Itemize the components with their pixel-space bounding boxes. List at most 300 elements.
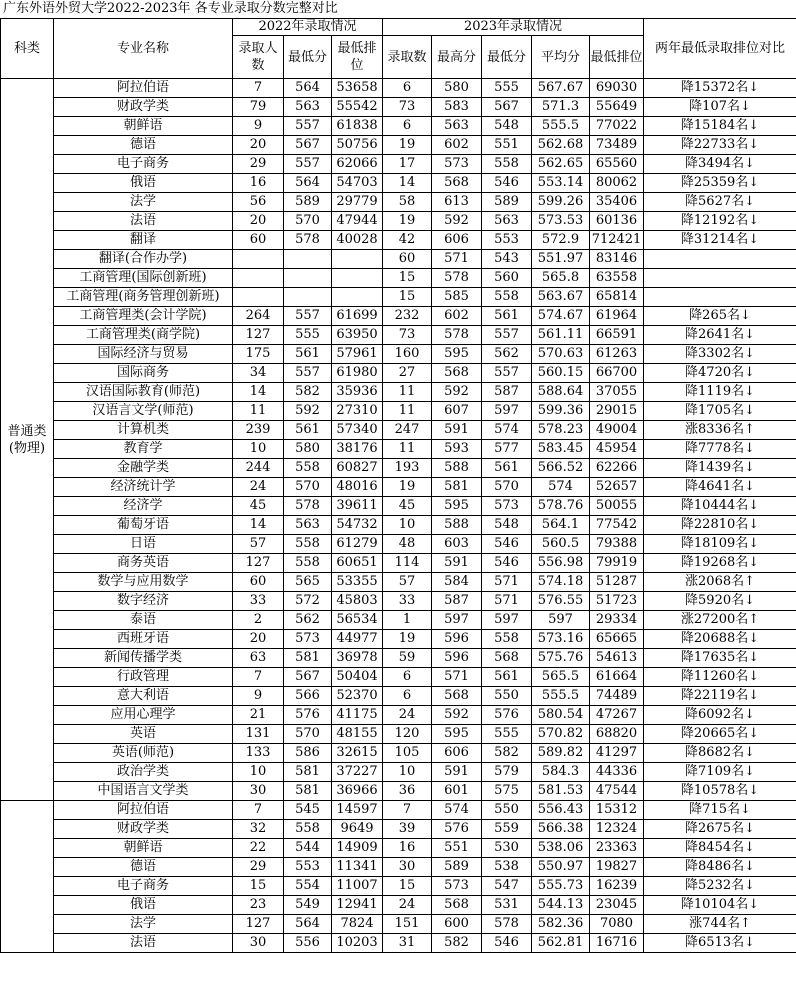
min-score-2022-cell: 586 xyxy=(284,744,332,763)
rank-change-cell: 降31214名↓ xyxy=(644,231,796,250)
min-score-2022-cell: 555 xyxy=(284,326,332,345)
min-score-2022-cell: 573 xyxy=(284,630,332,649)
max-score-2023-cell: 574 xyxy=(432,801,482,820)
min-score-2023-cell: 557 xyxy=(482,326,532,345)
rank-change-cell: 降1119名↓ xyxy=(644,383,796,402)
min-score-2023-cell: 558 xyxy=(482,288,532,307)
min-score-2022-cell: 567 xyxy=(284,136,332,155)
count-2022-cell: 20 xyxy=(233,136,284,155)
count-2023-cell: 1 xyxy=(383,611,432,630)
min-score-2023-cell: 571 xyxy=(482,573,532,592)
min-score-2022-cell: 561 xyxy=(284,421,332,440)
table-row xyxy=(1,896,796,915)
count-2023-cell: 33 xyxy=(383,592,432,611)
min-rank-2022-cell: 38176 xyxy=(332,440,383,459)
count-2022-cell: 264 xyxy=(233,307,284,326)
min-score-2023-cell: 568 xyxy=(482,649,532,668)
max-score-2023-cell: 583 xyxy=(432,98,482,117)
avg-score-2023-cell: 544.13 xyxy=(532,896,590,915)
max-score-2023-cell: 568 xyxy=(432,174,482,193)
count-2023-cell: 11 xyxy=(383,383,432,402)
min-rank-2023-cell: 35406 xyxy=(590,193,644,212)
min-score-2022-cell: 558 xyxy=(284,554,332,573)
min-rank-2023-cell: 19827 xyxy=(590,858,644,877)
min-score-2022-cell: 570 xyxy=(284,725,332,744)
avg-score-2023-cell: 556.43 xyxy=(532,801,590,820)
min-score-2023-cell: 561 xyxy=(482,459,532,478)
min-rank-2023-cell: 55649 xyxy=(590,98,644,117)
major-cell: 财政学类 xyxy=(54,820,233,839)
max-score-2023-cell: 596 xyxy=(432,649,482,668)
count-2023-cell: 19 xyxy=(383,478,432,497)
min-score-2023-cell: 577 xyxy=(482,440,532,459)
count-2023-cell: 19 xyxy=(383,136,432,155)
rank-change-cell: 降20688名↓ xyxy=(644,630,796,649)
count-2022-cell: 10 xyxy=(233,440,284,459)
count-2023-cell: 11 xyxy=(383,440,432,459)
table-row xyxy=(1,573,796,592)
min-score-2022-cell: 580 xyxy=(284,440,332,459)
min-rank-2022-cell xyxy=(332,269,383,288)
major-cell: 翻译 xyxy=(54,231,233,250)
min-score-2023-cell: 576 xyxy=(482,706,532,725)
min-rank-2022-cell: 47944 xyxy=(332,212,383,231)
major-cell: 应用心理学 xyxy=(54,706,233,725)
table-row xyxy=(1,801,796,820)
table-row xyxy=(1,174,796,193)
min-score-2022-cell: 564 xyxy=(284,174,332,193)
count-2022-cell: 24 xyxy=(233,478,284,497)
count-2022-cell: 32 xyxy=(233,820,284,839)
major-cell: 德语 xyxy=(54,858,233,877)
count-2022-cell: 15 xyxy=(233,877,284,896)
rank-change-cell: 降22810名↓ xyxy=(644,516,796,535)
max-score-2023-cell: 584 xyxy=(432,573,482,592)
max-score-2023-cell: 582 xyxy=(432,934,482,953)
avg-score-2023-cell: 566.38 xyxy=(532,820,590,839)
min-rank-2022-cell: 37227 xyxy=(332,763,383,782)
table-row xyxy=(1,193,796,212)
rank-change-cell: 降107名↓ xyxy=(644,98,796,117)
header-compare: 两年最低录取排位对比 xyxy=(644,19,796,79)
count-2023-cell: 160 xyxy=(383,345,432,364)
rank-change-cell: 降17635名↓ xyxy=(644,649,796,668)
min-score-2022-cell: 581 xyxy=(284,649,332,668)
max-score-2023-cell: 596 xyxy=(432,630,482,649)
rank-change-cell: 降15372名↓ xyxy=(644,79,796,98)
major-cell: 行政管理 xyxy=(54,668,233,687)
rank-change-cell xyxy=(644,269,796,288)
min-score-2023-cell: 573 xyxy=(482,497,532,516)
min-rank-2023-cell: 16239 xyxy=(590,877,644,896)
min-score-2022-cell: 564 xyxy=(284,915,332,934)
count-2023-cell: 10 xyxy=(383,516,432,535)
header-2023-count: 录取数 xyxy=(383,36,432,79)
avg-score-2023-cell: 550.97 xyxy=(532,858,590,877)
count-2022-cell: 7 xyxy=(233,801,284,820)
min-score-2022-cell: 592 xyxy=(284,402,332,421)
table-row xyxy=(1,288,796,307)
min-rank-2023-cell: 23045 xyxy=(590,896,644,915)
table-row xyxy=(1,554,796,573)
min-rank-2023-cell: 41297 xyxy=(590,744,644,763)
table-row xyxy=(1,440,796,459)
major-cell: 阿拉伯语 xyxy=(54,79,233,98)
min-rank-2023-cell: 47544 xyxy=(590,782,644,801)
major-cell: 数字经济 xyxy=(54,592,233,611)
min-rank-2023-cell: 54613 xyxy=(590,649,644,668)
table-row xyxy=(1,858,796,877)
min-rank-2022-cell: 39611 xyxy=(332,497,383,516)
table-row xyxy=(1,839,796,858)
avg-score-2023-cell: 574 xyxy=(532,478,590,497)
page-title: 广东外语外贸大学2022-2023年 各专业录取分数完整对比 xyxy=(3,1,338,16)
table-row xyxy=(1,706,796,725)
max-score-2023-cell: 563 xyxy=(432,117,482,136)
count-2022-cell: 127 xyxy=(233,554,284,573)
avg-score-2023-cell: 578.23 xyxy=(532,421,590,440)
min-score-2023-cell: 597 xyxy=(482,611,532,630)
max-score-2023-cell: 601 xyxy=(432,782,482,801)
min-score-2022-cell: 578 xyxy=(284,497,332,516)
min-rank-2022-cell: 55542 xyxy=(332,98,383,117)
count-2023-cell: 58 xyxy=(383,193,432,212)
avg-score-2023-cell: 573.53 xyxy=(532,212,590,231)
max-score-2023-cell: 578 xyxy=(432,326,482,345)
major-cell: 工商管理类(会计学院) xyxy=(54,307,233,326)
count-2022-cell: 79 xyxy=(233,98,284,117)
min-score-2022-cell: 578 xyxy=(284,231,332,250)
table-row xyxy=(1,820,796,839)
count-2023-cell: 45 xyxy=(383,497,432,516)
count-2022-cell: 23 xyxy=(233,896,284,915)
min-score-2022-cell: 557 xyxy=(284,364,332,383)
max-score-2023-cell: 595 xyxy=(432,345,482,364)
max-score-2023-cell: 589 xyxy=(432,858,482,877)
major-cell: 政治学类 xyxy=(54,763,233,782)
rank-change-cell: 降1439名↓ xyxy=(644,459,796,478)
max-score-2023-cell: 581 xyxy=(432,478,482,497)
table-row xyxy=(1,79,796,98)
min-rank-2023-cell: 45954 xyxy=(590,440,644,459)
min-score-2022-cell: 558 xyxy=(284,459,332,478)
min-score-2023-cell: 553 xyxy=(482,231,532,250)
table-row xyxy=(1,934,796,953)
count-2023-cell: 24 xyxy=(383,896,432,915)
major-cell: 工商管理(国际创新班) xyxy=(54,269,233,288)
min-score-2023-cell: 579 xyxy=(482,763,532,782)
table-row xyxy=(1,668,796,687)
min-score-2023-cell: 563 xyxy=(482,212,532,231)
avg-score-2023-cell: 555.73 xyxy=(532,877,590,896)
table-row xyxy=(1,269,796,288)
count-2023-cell: 120 xyxy=(383,725,432,744)
min-rank-2023-cell: 61664 xyxy=(590,668,644,687)
rank-change-cell: 涨8336名↑ xyxy=(644,421,796,440)
min-rank-2022-cell: 11341 xyxy=(332,858,383,877)
min-score-2023-cell: 538 xyxy=(482,858,532,877)
min-score-2023-cell: 597 xyxy=(482,402,532,421)
count-2023-cell: 48 xyxy=(383,535,432,554)
table-row xyxy=(1,611,796,630)
min-score-2023-cell: 574 xyxy=(482,421,532,440)
count-2022-cell: 127 xyxy=(233,326,284,345)
count-2022-cell xyxy=(233,250,284,269)
min-score-2022-cell: 572 xyxy=(284,592,332,611)
max-score-2023-cell: 600 xyxy=(432,915,482,934)
avg-score-2023-cell: 572.9 xyxy=(532,231,590,250)
avg-score-2023-cell: 538.06 xyxy=(532,839,590,858)
count-2022-cell: 10 xyxy=(233,763,284,782)
count-2022-cell: 29 xyxy=(233,155,284,174)
avg-score-2023-cell: 575.76 xyxy=(532,649,590,668)
table-row xyxy=(1,250,796,269)
min-score-2023-cell: 546 xyxy=(482,934,532,953)
table-row xyxy=(1,136,796,155)
major-cell: 法语 xyxy=(54,934,233,953)
avg-score-2023-cell: 555.5 xyxy=(532,687,590,706)
count-2023-cell: 73 xyxy=(383,98,432,117)
min-rank-2023-cell: 29334 xyxy=(590,611,644,630)
avg-score-2023-cell: 570.82 xyxy=(532,725,590,744)
major-cell: 电子商务 xyxy=(54,877,233,896)
count-2022-cell: 30 xyxy=(233,934,284,953)
min-rank-2022-cell: 35936 xyxy=(332,383,383,402)
min-score-2023-cell: 555 xyxy=(482,79,532,98)
min-rank-2022-cell: 41175 xyxy=(332,706,383,725)
rank-change-cell: 降2641名↓ xyxy=(644,326,796,345)
count-2022-cell xyxy=(233,288,284,307)
count-2023-cell: 14 xyxy=(383,174,432,193)
max-score-2023-cell: 591 xyxy=(432,421,482,440)
table-row xyxy=(1,763,796,782)
min-rank-2022-cell: 36978 xyxy=(332,649,383,668)
min-rank-2023-cell: 16716 xyxy=(590,934,644,953)
avg-score-2023-cell: 571.3 xyxy=(532,98,590,117)
min-score-2023-cell: 578 xyxy=(482,915,532,934)
rank-change-cell: 降10104名↓ xyxy=(644,896,796,915)
min-rank-2023-cell: 77022 xyxy=(590,117,644,136)
max-score-2023-cell: 606 xyxy=(432,231,482,250)
count-2022-cell: 14 xyxy=(233,383,284,402)
max-score-2023-cell: 578 xyxy=(432,269,482,288)
min-score-2023-cell: 560 xyxy=(482,269,532,288)
avg-score-2023-cell: 562.65 xyxy=(532,155,590,174)
avg-score-2023-cell: 574.18 xyxy=(532,573,590,592)
category-cell: 普通类(物理) xyxy=(1,79,54,801)
rank-change-cell: 降715名↓ xyxy=(644,801,796,820)
avg-score-2023-cell: 589.82 xyxy=(532,744,590,763)
min-score-2023-cell: 567 xyxy=(482,98,532,117)
min-rank-2023-cell: 7080 xyxy=(590,915,644,934)
min-score-2022-cell xyxy=(284,250,332,269)
major-cell: 国际商务 xyxy=(54,364,233,383)
count-2022-cell: 57 xyxy=(233,535,284,554)
major-cell: 教育学 xyxy=(54,440,233,459)
min-rank-2023-cell: 15312 xyxy=(590,801,644,820)
max-score-2023-cell: 571 xyxy=(432,250,482,269)
min-score-2023-cell: 558 xyxy=(482,630,532,649)
rank-change-cell: 降6513名↓ xyxy=(644,934,796,953)
min-score-2023-cell: 550 xyxy=(482,687,532,706)
table-row xyxy=(1,117,796,136)
max-score-2023-cell: 592 xyxy=(432,212,482,231)
min-rank-2022-cell: 62066 xyxy=(332,155,383,174)
header-2022-min-score: 最低分 xyxy=(284,36,332,79)
min-rank-2022-cell: 9649 xyxy=(332,820,383,839)
header-major: 专业名称 xyxy=(54,19,233,79)
count-2022-cell: 20 xyxy=(233,630,284,649)
min-rank-2022-cell: 7824 xyxy=(332,915,383,934)
major-cell: 新闻传播学类 xyxy=(54,649,233,668)
min-score-2022-cell: 557 xyxy=(284,155,332,174)
rank-change-cell: 降4641名↓ xyxy=(644,478,796,497)
table-row xyxy=(1,725,796,744)
min-score-2023-cell: 548 xyxy=(482,516,532,535)
rank-change-cell: 涨2068名↑ xyxy=(644,573,796,592)
count-2022-cell: 175 xyxy=(233,345,284,364)
min-rank-2023-cell: 29015 xyxy=(590,402,644,421)
table-row xyxy=(1,630,796,649)
min-score-2022-cell xyxy=(284,288,332,307)
max-score-2023-cell: 607 xyxy=(432,402,482,421)
major-cell: 商务英语 xyxy=(54,554,233,573)
rank-change-cell xyxy=(644,288,796,307)
table-row xyxy=(1,231,796,250)
major-cell: 德语 xyxy=(54,136,233,155)
count-2023-cell: 10 xyxy=(383,763,432,782)
min-score-2023-cell: 548 xyxy=(482,117,532,136)
min-rank-2022-cell: 11007 xyxy=(332,877,383,896)
rank-change-cell: 降7109名↓ xyxy=(644,763,796,782)
min-rank-2023-cell: 61964 xyxy=(590,307,644,326)
min-rank-2022-cell: 32615 xyxy=(332,744,383,763)
min-score-2023-cell: 543 xyxy=(482,250,532,269)
min-rank-2023-cell: 51287 xyxy=(590,573,644,592)
count-2022-cell: 2 xyxy=(233,611,284,630)
major-cell: 法语 xyxy=(54,212,233,231)
avg-score-2023-cell: 573.16 xyxy=(532,630,590,649)
min-score-2022-cell: 562 xyxy=(284,611,332,630)
min-rank-2022-cell: 53355 xyxy=(332,573,383,592)
count-2023-cell: 15 xyxy=(383,877,432,896)
count-2023-cell: 42 xyxy=(383,231,432,250)
min-score-2022-cell: 563 xyxy=(284,516,332,535)
min-rank-2022-cell: 14597 xyxy=(332,801,383,820)
count-2023-cell: 114 xyxy=(383,554,432,573)
rank-change-cell: 降6092名↓ xyxy=(644,706,796,725)
table-row xyxy=(1,212,796,231)
rank-change-cell: 降3494名↓ xyxy=(644,155,796,174)
min-rank-2022-cell: 54703 xyxy=(332,174,383,193)
min-rank-2023-cell: 68820 xyxy=(590,725,644,744)
max-score-2023-cell: 585 xyxy=(432,288,482,307)
avg-score-2023-cell: 556.98 xyxy=(532,554,590,573)
min-rank-2022-cell: 14909 xyxy=(332,839,383,858)
min-score-2022-cell: 544 xyxy=(284,839,332,858)
major-cell: 经济统计学 xyxy=(54,478,233,497)
count-2023-cell: 27 xyxy=(383,364,432,383)
min-score-2023-cell: 589 xyxy=(482,193,532,212)
max-score-2023-cell: 613 xyxy=(432,193,482,212)
count-2022-cell: 244 xyxy=(233,459,284,478)
header-2023-avg-score: 平均分 xyxy=(532,36,590,79)
max-score-2023-cell: 576 xyxy=(432,820,482,839)
avg-score-2023-cell: 553.14 xyxy=(532,174,590,193)
major-cell: 计算机类 xyxy=(54,421,233,440)
major-cell: 朝鲜语 xyxy=(54,839,233,858)
min-score-2023-cell: 547 xyxy=(482,877,532,896)
rank-change-cell: 降5920名↓ xyxy=(644,592,796,611)
major-cell: 意大利语 xyxy=(54,687,233,706)
rank-change-cell: 降10444名↓ xyxy=(644,497,796,516)
major-cell: 金融学类 xyxy=(54,459,233,478)
header-2023-min-rank: 最低排位 xyxy=(590,36,644,79)
avg-score-2023-cell: 567.67 xyxy=(532,79,590,98)
rank-change-cell: 降15184名↓ xyxy=(644,117,796,136)
rank-change-cell: 涨744名↑ xyxy=(644,915,796,934)
avg-score-2023-cell: 562.81 xyxy=(532,934,590,953)
count-2023-cell: 57 xyxy=(383,573,432,592)
min-rank-2023-cell: 62266 xyxy=(590,459,644,478)
max-score-2023-cell: 597 xyxy=(432,611,482,630)
major-cell: 电子商务 xyxy=(54,155,233,174)
major-cell: 西班牙语 xyxy=(54,630,233,649)
max-score-2023-cell: 593 xyxy=(432,440,482,459)
rank-change-cell: 降8682名↓ xyxy=(644,744,796,763)
min-rank-2022-cell: 50756 xyxy=(332,136,383,155)
table-row xyxy=(1,497,796,516)
min-score-2022-cell: 570 xyxy=(284,478,332,497)
major-cell: 中国语言文学类 xyxy=(54,782,233,801)
min-score-2023-cell: 550 xyxy=(482,801,532,820)
count-2023-cell: 31 xyxy=(383,934,432,953)
min-rank-2023-cell: 74489 xyxy=(590,687,644,706)
major-cell: 工商管理(商务管理创新班) xyxy=(54,288,233,307)
min-rank-2023-cell: 47267 xyxy=(590,706,644,725)
table-row xyxy=(1,649,796,668)
count-2023-cell: 30 xyxy=(383,858,432,877)
major-cell: 阿拉伯语 xyxy=(54,801,233,820)
min-score-2023-cell: 551 xyxy=(482,136,532,155)
min-score-2023-cell: 570 xyxy=(482,478,532,497)
rank-change-cell: 降11260名↓ xyxy=(644,668,796,687)
avg-score-2023-cell: 555.5 xyxy=(532,117,590,136)
min-rank-2023-cell: 77542 xyxy=(590,516,644,535)
table-row xyxy=(1,535,796,554)
major-cell: 法学 xyxy=(54,915,233,934)
header-2023-max-score: 最高分 xyxy=(432,36,482,79)
count-2022-cell: 14 xyxy=(233,516,284,535)
rank-change-cell xyxy=(644,250,796,269)
min-rank-2022-cell: 60827 xyxy=(332,459,383,478)
count-2023-cell: 193 xyxy=(383,459,432,478)
table-row xyxy=(1,326,796,345)
min-rank-2022-cell: 52370 xyxy=(332,687,383,706)
min-rank-2022-cell: 63950 xyxy=(332,326,383,345)
max-score-2023-cell: 551 xyxy=(432,839,482,858)
avg-score-2023-cell: 551.97 xyxy=(532,250,590,269)
max-score-2023-cell: 602 xyxy=(432,136,482,155)
table-row xyxy=(1,516,796,535)
count-2022-cell: 16 xyxy=(233,174,284,193)
min-rank-2022-cell: 29779 xyxy=(332,193,383,212)
count-2022-cell: 20 xyxy=(233,212,284,231)
header-2022-min-rank: 最低排位 xyxy=(332,36,383,79)
min-score-2023-cell: 562 xyxy=(482,345,532,364)
count-2022-cell: 56 xyxy=(233,193,284,212)
min-rank-2023-cell: 65560 xyxy=(590,155,644,174)
